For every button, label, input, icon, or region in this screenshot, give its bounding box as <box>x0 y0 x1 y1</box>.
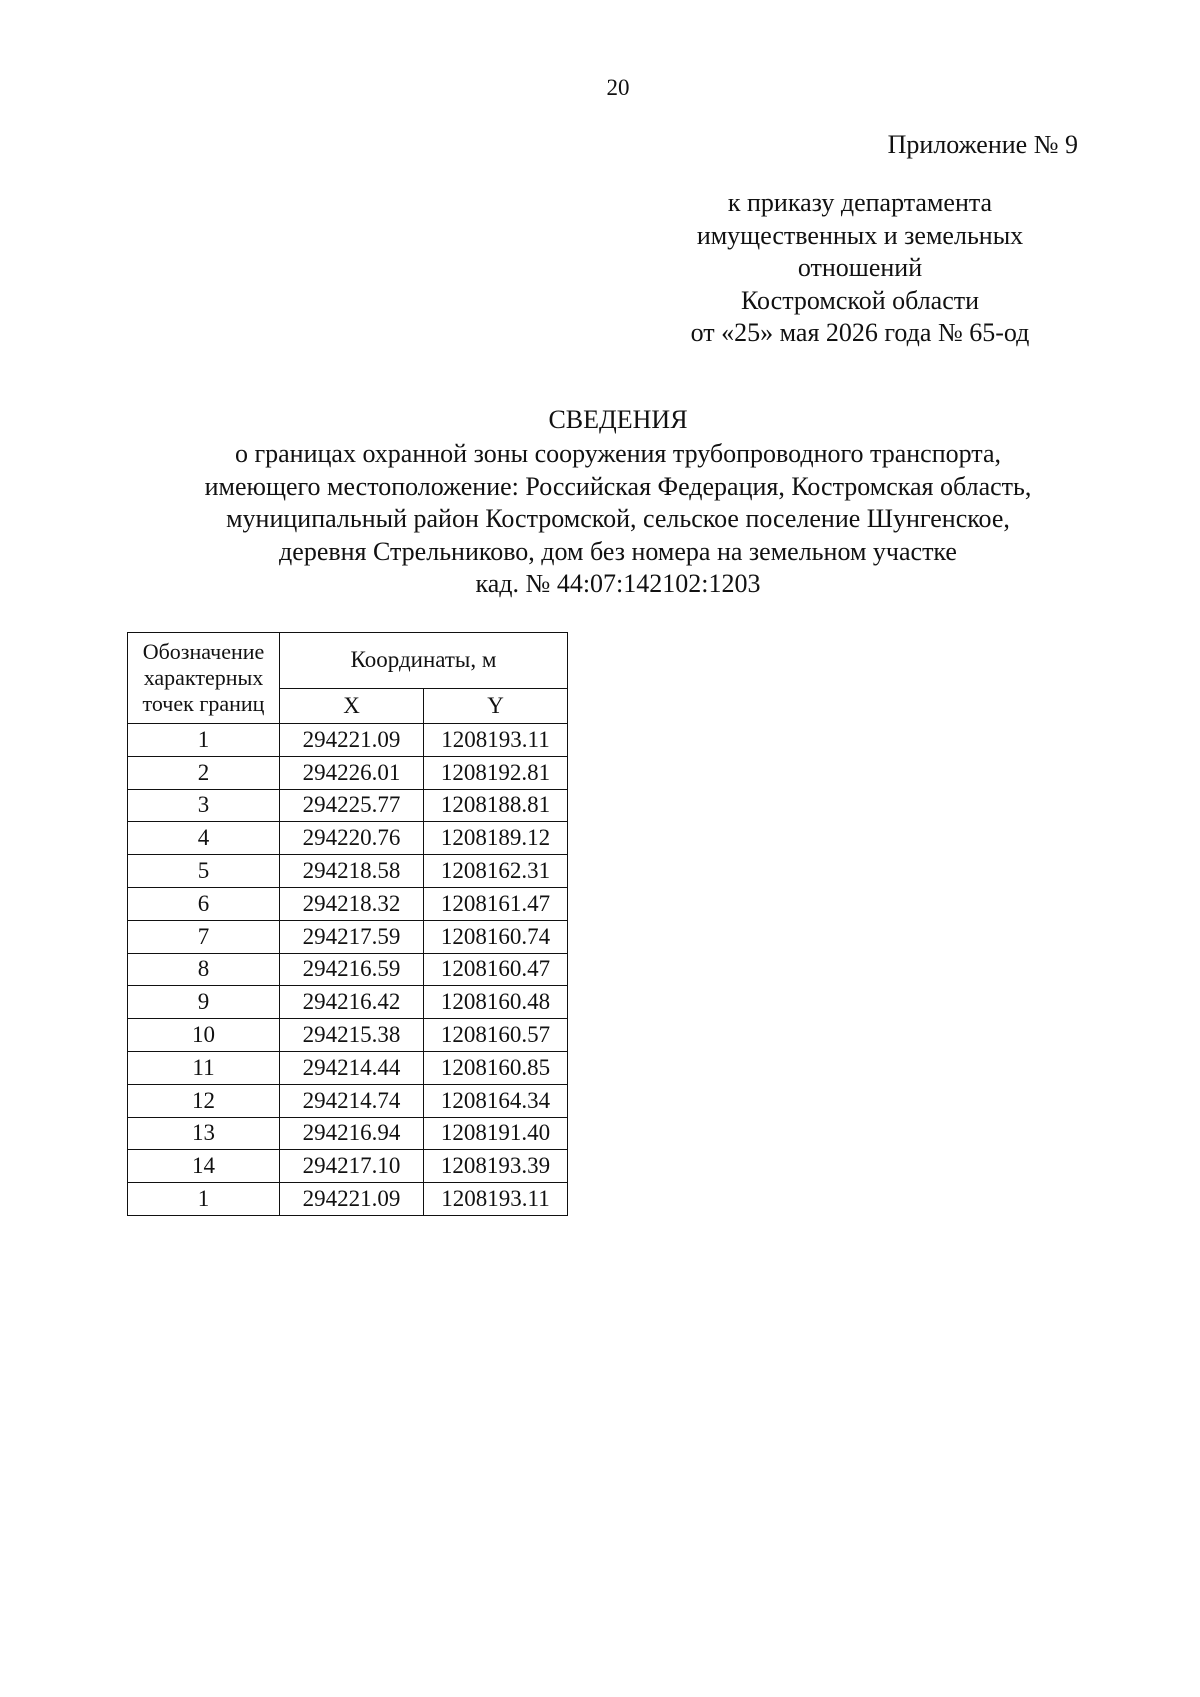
x-cell: 294220.76 <box>280 822 424 855</box>
table-row <box>128 1051 568 1084</box>
subtitle-line: о границах охранной зоны сооружения трубопроводного транспорта, <box>234 439 1002 468</box>
x-cell: 294221.09 <box>280 1183 424 1216</box>
y-cell: 1208188.81 <box>424 789 568 822</box>
x-cell: 294217.10 <box>280 1150 424 1183</box>
appendix-reference <box>620 187 1100 350</box>
table-row <box>128 1150 568 1183</box>
y-cell: 1208160.74 <box>424 920 568 953</box>
table-row <box>128 1183 568 1216</box>
point-cell: 2 <box>128 756 280 789</box>
document-subtitle <box>0 438 1200 601</box>
table-row <box>128 789 568 822</box>
x-cell: 294218.58 <box>280 855 424 888</box>
y-cell: 1208193.11 <box>424 724 568 757</box>
table-row <box>128 1019 568 1052</box>
point-cell: 4 <box>128 822 280 855</box>
x-cell: 294217.59 <box>280 920 424 953</box>
appendix-line: Костромской области <box>740 285 980 315</box>
table-row <box>128 855 568 888</box>
point-cell: 11 <box>128 1051 280 1084</box>
y-cell: 1208193.11 <box>424 1183 568 1216</box>
table-body <box>128 724 568 1216</box>
appendix-line: отношений <box>797 253 923 282</box>
page-number: 20 <box>606 75 630 100</box>
document-title: СВЕДЕНИЯ <box>548 405 688 434</box>
table-row <box>128 953 568 986</box>
y-cell: 1208193.39 <box>424 1150 568 1183</box>
y-cell: 1208160.48 <box>424 986 568 1019</box>
table-row <box>128 1117 568 1150</box>
point-cell: 9 <box>128 986 280 1019</box>
point-cell: 1 <box>128 1183 280 1216</box>
x-cell: 294216.94 <box>280 1117 424 1150</box>
table-row <box>128 756 568 789</box>
y-cell: 1208161.47 <box>424 887 568 920</box>
coordinates-table <box>127 632 568 1216</box>
point-cell: 5 <box>128 855 280 888</box>
point-cell: 8 <box>128 953 280 986</box>
subtitle-line: кад. № 44:07:142102:1203 <box>475 569 761 598</box>
x-cell: 294226.01 <box>280 756 424 789</box>
y-cell: 1208189.12 <box>424 822 568 855</box>
y-cell: 1208162.31 <box>424 855 568 888</box>
table-row <box>128 920 568 953</box>
point-cell: 14 <box>128 1150 280 1183</box>
appendix-title: Приложение № 9 <box>887 130 1078 159</box>
x-cell: 294216.42 <box>280 986 424 1019</box>
appendix-line: к приказу департамента <box>727 188 993 217</box>
table-row <box>128 887 568 920</box>
point-cell: 12 <box>128 1084 280 1117</box>
subtitle-line: муниципальный район Костромской, сельское поселение Шунгенское, <box>226 504 1010 533</box>
header-point-designation <box>128 633 280 724</box>
appendix-line: имущественных и земельных <box>696 220 1024 250</box>
header-x: X <box>280 688 424 723</box>
point-cell: 13 <box>128 1117 280 1150</box>
point-cell: 3 <box>128 789 280 822</box>
appendix-line: от «25» мая 2026 года № 65-од <box>690 318 1030 347</box>
x-cell: 294218.32 <box>280 887 424 920</box>
point-cell: 1 <box>128 724 280 757</box>
table-row <box>128 822 568 855</box>
y-cell: 1208160.57 <box>424 1019 568 1052</box>
header-point-line: характерных <box>143 665 264 690</box>
subtitle-line: имеющего местоположение: Российская Федерация, Костромская область, <box>204 471 1032 501</box>
y-cell: 1208160.85 <box>424 1051 568 1084</box>
header-point-line: точек границ <box>142 691 265 716</box>
point-cell: 6 <box>128 887 280 920</box>
point-cell: 10 <box>128 1019 280 1052</box>
header-y: Y <box>424 688 568 723</box>
x-cell: 294214.74 <box>280 1084 424 1117</box>
table-row <box>128 986 568 1019</box>
subtitle-line: деревня Стрельниково, дом без номера на земельном участке <box>279 536 957 566</box>
x-cell: 294221.09 <box>280 724 424 757</box>
header-coordinates: Координаты, м <box>280 633 568 689</box>
y-cell: 1208191.40 <box>424 1117 568 1150</box>
header-point-line: Обозначение <box>142 639 265 664</box>
x-cell: 294215.38 <box>280 1019 424 1052</box>
x-cell: 294225.77 <box>280 789 424 822</box>
y-cell: 1208164.34 <box>424 1084 568 1117</box>
table-row <box>128 1084 568 1117</box>
table-row <box>128 724 568 757</box>
y-cell: 1208192.81 <box>424 756 568 789</box>
x-cell: 294216.59 <box>280 953 424 986</box>
point-cell: 7 <box>128 920 280 953</box>
y-cell: 1208160.47 <box>424 953 568 986</box>
x-cell: 294214.44 <box>280 1051 424 1084</box>
